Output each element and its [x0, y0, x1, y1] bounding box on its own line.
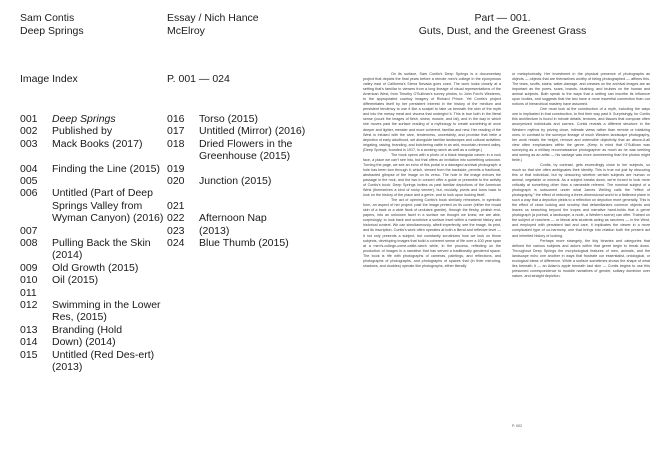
essay-paragraph: The act of opening Contis's book similarly rehearses, in symbolic form, an aspect of her project: past the image printed on its cover (either the broad skin of a back or a wide flank of undulant granite), through the fleshy, pinkish end-papers, into an unknown facet in a surface we thought we knew, we are able, surprisingly, to look back and scrutinize a surface inset within a material history and historical context. We can simultaneously, albeit imperfectly, see the image, its print, and its inscription. Contis's work often operates at both a literal and reflexive level — it not only presents a subject, but constantly scrutinizes how we look on those subjects, developing images that build a coherent sense of life over a 100 year span at a men's-college-come-cattle-ranch while, in the process, reflecting on the production of images in a narrative that has served a traditionally gendered space. The book is rife with photographs of cameras, paintings, and reflections, and photographs of photographs, and photographs of spaces that (in their mirroring, shadows, and doubles) operate like photographs, either literally	[363, 198, 501, 268]
entry-title: Afternoon Nap	[199, 212, 267, 225]
entry-title: (2013)	[199, 224, 230, 237]
index-entry	[167, 175, 327, 187]
entry-number: 011	[20, 286, 37, 299]
entry-title	[52, 225, 165, 237]
book-title: Deep Springs	[20, 25, 84, 37]
essay-paragraph: Perhaps more strangely, the tidy binaries and categories that defined the various subjects and actors within that genre begin to break down. Throughout Deep Springs the morphological features of men, animals, and the landscape echo one another in ways that frustrate our essentialist, ontological, or ecological ideas of difference. While a surface sometimes shows the shape of what lies beneath it — an Adam's apple beneath taut skin — Contis begins to use this presumed correspondence to muddle narratives of gender, solitary dominion over nature, and straight depiction.	[512, 238, 650, 278]
index-entry	[20, 299, 165, 324]
index-entry	[20, 262, 165, 274]
entry-number: 020	[167, 175, 185, 188]
entry-title: Oil (2015)	[52, 274, 99, 287]
entry-title: Old Growth (2015)	[52, 261, 139, 274]
index-entry	[167, 225, 327, 237]
essay-credit	[167, 12, 259, 38]
essay-right-column	[512, 72, 650, 279]
artist-name: Sam Contis	[20, 12, 75, 24]
entry-number: 009	[20, 261, 38, 274]
entry-number: 016	[167, 113, 185, 125]
entry-title: Down) (2014)	[52, 336, 116, 349]
entry-number: 015	[20, 348, 38, 361]
image-index-right-column	[167, 113, 327, 249]
essay-author-line-1: Essay / Nich Hance	[167, 12, 259, 24]
index-entry	[20, 324, 165, 336]
entry-number: 012	[20, 299, 38, 312]
index-entry	[20, 287, 165, 299]
entry-number: 008	[20, 237, 38, 250]
entry-number: 013	[20, 323, 38, 336]
entry-number: 007	[20, 224, 38, 237]
entry-title	[52, 175, 165, 187]
entry-number: 010	[20, 274, 38, 287]
index-entry	[20, 125, 165, 137]
part-number: Part — 001.	[474, 12, 531, 24]
entry-number: 024	[167, 237, 185, 250]
entry-title: Torso (2015)	[199, 113, 258, 125]
entry-number: 001	[20, 113, 38, 125]
essay-paragraph: Contis, by contrast, gets exceedingly close to her subjects, so much so that she often ambiguates their identity. This is true not just by obscuring this or that individual, but by obscuring whether certain subjects are human or animal, vegetable or mineral. As a subject breaks down, we're forced to look more critically at something other than a nameable referent. The nominal subject of a photograph is subsumed under what James Welling calls the "effect of photography," the effect of reducing a three-dimensional world to a flattened plane in such a way that a depiction yields to a reflection on depiction more generally. This is the effect of close looking and scrutiny that defamiliarizes common objects and leaves us searching beyond the tropes and narrative hand-holds that a genre photograph (a portrait, a landscape, a nude, a Western scene) can offer. Trained on the subject of ranchers — or liberal arts students acting as ranchers — in the West, and employed with persistent tact and care, it implicates the viewer in a more complicated type of co-harmony, one that brings into relation both the present act and inherited history of looking.	[512, 162, 650, 238]
page-folio: P. 002	[512, 424, 523, 428]
entry-title: Dried Flowers in the Greenhouse (2015)	[199, 137, 293, 163]
index-entry	[20, 349, 165, 374]
index-entry	[20, 274, 165, 286]
essay-paragraph: or metaphorically. Her investment in the physical presence of photographs as objects — objects that are themselves worthy of being photographed — affirms this. The tears, scuffs, stains, water-damage, and creases on the archival images are as important as the pores, scars, brands, blushing, and bruises on the human and animal subjects. Both speak to the ways that a setting can inscribe its influence upon bodies, and suggests that the two have a more essential connection than our notions of hierarchical mastery have assumed.	[512, 72, 650, 107]
entry-title: Untitled (Red Des-ert) (2013)	[52, 348, 155, 374]
essay-author-line-2: McElroy	[167, 25, 205, 37]
entry-number: 023	[167, 224, 185, 237]
entry-number: 021	[167, 199, 185, 212]
entry-number: 006	[20, 187, 38, 200]
index-entry	[167, 125, 327, 137]
image-index-label: Image Index	[20, 73, 78, 85]
index-entry	[20, 163, 165, 175]
index-entry	[167, 200, 327, 212]
entry-title: Untitled (Part of Deep Springs Valley from Wyman Canyon) (2016)	[52, 187, 164, 225]
index-entry	[167, 237, 327, 249]
entry-title	[52, 287, 165, 299]
essay-paragraph: On its surface, Sam Contis's Deep Springs is a documentary project that depicts the final years before a remote men's college in the eponymous valley east of California's Sierra Nevada goes coed. The work looks closely at a setting that's familiar to viewers from a long lineage of visual representations of the American West, from Timothy O'Sullivan's survey photos, to John Ford's Westerns, to the appropriated cowboy imagery of Richard Prince. Yet Contis's project differentiates itself by her persistent interest in the history of the medium and persistent tendency to use it like a scalpel to take us beneath the skin of the myth and into the messy meat and viscera that undergird it. This is true both in the literal sense (count the images of flesh, sinew, muscle, and fat), and in the way in which she moves past the surface reading of a mythology to create something at once deeper and lighter, messier and more coherent, familiar and new. Her reading of the West is infused with the care, tenderness, uncertainty, and promise that belie a depiction of early adulthood, set alongside familiar landscapes and cultural activities: irrigating, raising, branding, and butchering cattle in an arid, mountain-rimmed valley. (Deep Springs, founded in 1917, is a working ranch as well as a college.)	[363, 72, 501, 152]
entry-title: Mack Books (2017)	[52, 137, 143, 150]
index-entry	[20, 336, 165, 348]
entry-title	[199, 163, 327, 175]
entry-title: Branding (Hold	[52, 323, 123, 336]
essay-title: Guts, Dust, and the Greenest Grass	[418, 25, 587, 37]
page-range: P. 001 — 024	[167, 73, 230, 85]
entry-title: Deep Springs	[52, 113, 116, 125]
entry-title	[199, 200, 327, 212]
part-header	[335, 12, 670, 38]
artist-header	[20, 12, 84, 38]
entry-title: Junction (2015)	[199, 175, 272, 188]
index-entry	[20, 237, 165, 262]
entry-number: 003	[20, 137, 38, 150]
entry-number: 002	[20, 125, 38, 138]
essay-paragraph: One must look at the construction of a myth, including the ways one is implicated in that construction, to find their way past it. Surprisingly, for Contis this architecture is found in minute details, textures, and tissues that compose often anonymized individuals and scenes. Contis reveals a different structure in the Western mythos by prizing close, intimate views rather than remote or totalizing ones. In contrast to the surveyor lineage of much Western landscape photography, her work resists the height, remove and ostensible objectivity that an above-it-all view often emphasizes within the genre. (Keep in mind that O'Sullivan was surveying as a military reconnaissance photographer as much as he was seeking and seeing as an artist — his vantage was more domineering than the photos might belie.)	[512, 107, 650, 162]
index-entry	[167, 113, 327, 125]
essay-left-column	[363, 72, 501, 269]
entry-number: 019	[167, 162, 185, 175]
entry-title: Blue Thumb (2015)	[199, 237, 289, 250]
index-entry	[167, 212, 327, 224]
essay-paragraph: The book opens with a photo of a black triangular cavern in a rock face, a place we can't see into, but that offers an invitation into something unknown. Turning the page, we see an echo of this portal in a damaged archival photograph: a hole has been torn through it, which, viewed from the backside, permits a fractional, abstracted glimpse of the image on its verso. The hole in the image echoes the passage in the rock, and the two in concert offer a guide or preamble to the activity of Contis's book: Deep Springs invites us past familiar depictions of the American West (themselves a kind of rocky veneer), but, crucially, pivots and turns back to look on the history of the place and a genre, and to look upon looking itself.	[363, 152, 501, 198]
image-index-left-column	[20, 113, 165, 374]
entry-title: Swimming in the Lower Res, (2015)	[52, 299, 161, 324]
entry-number: 022	[167, 212, 185, 225]
entry-title: Finding the Line (2015)	[52, 162, 160, 175]
entry-title: Untitled (Mirror) (2016)	[199, 125, 306, 138]
entry-number: 005	[20, 175, 38, 188]
entry-number: 018	[167, 137, 185, 150]
entry-title: Pulling Back the Skin (2014)	[52, 237, 151, 262]
index-entry	[167, 138, 327, 163]
entry-number: 014	[20, 336, 38, 349]
entry-number: 004	[20, 162, 38, 175]
index-entry	[20, 138, 165, 150]
index-entry	[20, 225, 165, 237]
index-entry	[20, 113, 165, 125]
index-entry	[20, 175, 165, 187]
entry-title: Published by	[52, 125, 113, 138]
index-entry	[20, 187, 165, 224]
entry-number: 017	[167, 125, 185, 138]
index-entry	[167, 163, 327, 175]
